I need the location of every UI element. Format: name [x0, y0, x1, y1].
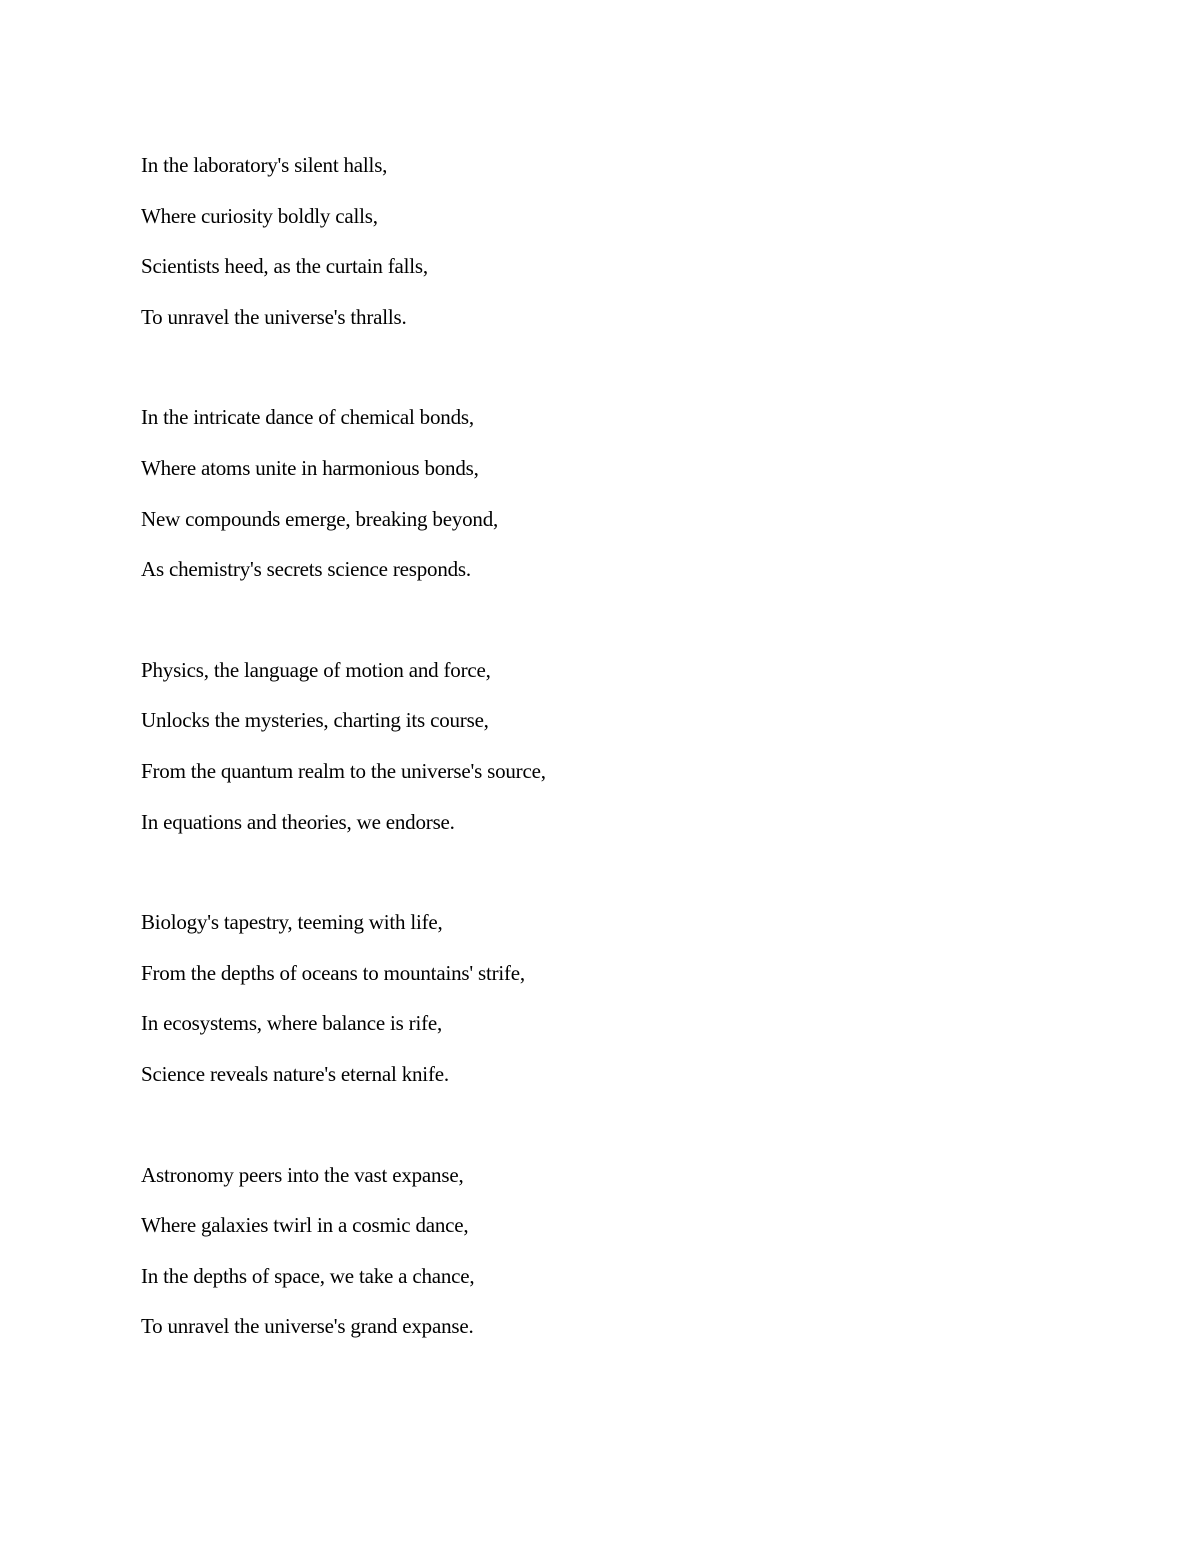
stanza-2 [141, 392, 1041, 594]
poem-line: Physics, the language of motion and force, [141, 657, 491, 682]
stanza-3 [141, 645, 1041, 847]
stanza-4 [141, 897, 1041, 1099]
poem-line: From the quantum realm to the universe's source, [141, 758, 546, 783]
poem-line: In equations and theories, we endorse. [141, 809, 455, 834]
poem-line: Scientists heed, as the curtain falls, [141, 254, 428, 279]
poem-line: In the laboratory's silent halls, [141, 153, 388, 177]
poem-line: Where curiosity boldly calls, [141, 203, 378, 228]
poem-line: In the depths of space, we take a chance, [141, 1263, 475, 1288]
poem-line: From the depths of oceans to mountains' strife, [141, 960, 525, 985]
poem-line: As chemistry's secrets science responds. [141, 557, 471, 582]
poem [141, 140, 1041, 1402]
poem-line: Unlocks the mysteries, charting its course, [141, 708, 489, 733]
stanza-1 [141, 140, 1041, 342]
stanza-5 [141, 1150, 1041, 1352]
poem-line: In ecosystems, where balance is rife, [141, 1011, 443, 1036]
poem-line: To unravel the universe's grand expanse. [141, 1314, 474, 1339]
poem-line: Where galaxies twirl in a cosmic dance, [141, 1213, 469, 1238]
poem-line: Astronomy peers into the vast expanse, [141, 1162, 464, 1187]
poem-line: New compounds emerge, breaking beyond, [141, 506, 499, 531]
poem-line: Where atoms unite in harmonious bonds, [141, 455, 479, 480]
poem-line: To unravel the universe's thralls. [141, 304, 407, 329]
poem-line: Science reveals nature's eternal knife. [141, 1061, 449, 1086]
poem-line: Biology's tapestry, teeming with life, [141, 910, 443, 935]
poem-line: In the intricate dance of chemical bonds, [141, 405, 474, 430]
